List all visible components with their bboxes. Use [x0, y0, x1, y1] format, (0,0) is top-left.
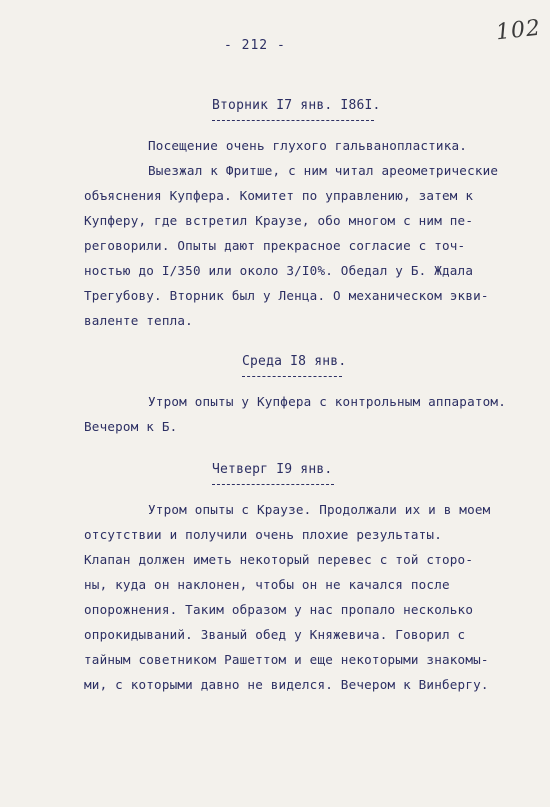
- text-line: опрокидываний. Званый обед у Княжевича. Говорил с: [84, 627, 466, 642]
- entry-heading: Среда I8 янв.: [242, 354, 347, 369]
- heading-underline: [242, 376, 342, 377]
- entry-heading: Вторник I7 янв. I86I.: [212, 98, 381, 113]
- text-line: Трегубову. Вторник был у Ленца. О механическом экви-: [84, 288, 489, 303]
- text-line: опорожнения. Таким образом у нас пропало несколько: [84, 602, 474, 617]
- archive-folio-mark: 102: [494, 15, 543, 46]
- text-line: ми, с которыми давно не виделся. Вечером к Винбергу.: [84, 677, 489, 692]
- text-line: тайным советником Рашеттом и еще некоторыми знакомы-: [84, 652, 489, 667]
- text-line: отсутствии и получили очень плохие результаты.: [84, 527, 442, 542]
- text-line: Выезжал к Фритше, с ним читал ареометрические: [148, 163, 499, 178]
- page-number: - 212 -: [224, 38, 286, 53]
- heading-underline: [212, 120, 374, 121]
- text-line: Посещение очень глухого гальванопластика.: [148, 138, 468, 153]
- heading-underline: [212, 484, 334, 485]
- text-line: валенте тепла.: [84, 313, 193, 328]
- text-line: Утром опыты с Краузе. Продолжали их и в моем: [148, 502, 491, 517]
- text-line: ны, куда он наклонен, чтобы он не качался после: [84, 577, 450, 592]
- text-line: реговорили. Опыты дают прекрасное согласие с точ-: [84, 238, 466, 253]
- entry-heading: Четверг I9 янв.: [212, 462, 333, 477]
- text-line: ностью до I/350 или около 3/I0%. Обедал у Б. Ждала: [84, 263, 474, 278]
- text-line: Купферу, где встретил Краузе, обо многом с ним пе-: [84, 213, 474, 228]
- text-line: объяснения Купфера. Комитет по управлению, затем к: [84, 188, 474, 203]
- text-line: Утром опыты у Купфера с контрольным аппаратом.: [148, 394, 506, 409]
- text-line: Вечером к Б.: [84, 419, 178, 434]
- text-line: Клапан должен иметь некоторый перевес с той сторо-: [84, 552, 474, 567]
